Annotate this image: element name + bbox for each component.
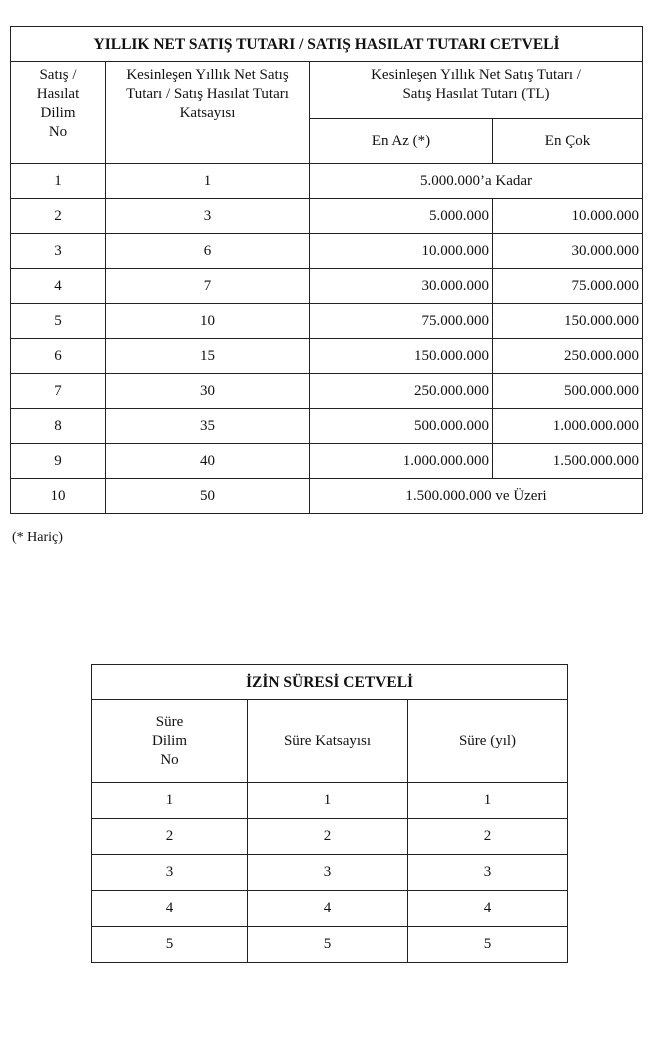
coefficient-cell: 3 <box>248 855 408 891</box>
slice-no-cell: 7 <box>11 374 106 409</box>
header-line: No <box>160 751 179 768</box>
coefficient-cell: 30 <box>106 374 310 409</box>
max-amount-cell: 10.000.000 <box>493 199 643 234</box>
min-amount-cell: 250.000.000 <box>310 374 493 409</box>
max-amount-cell: 500.000.000 <box>493 374 643 409</box>
min-amount-cell: 1.000.000.000 <box>310 444 493 479</box>
coefficient-cell: 35 <box>106 409 310 444</box>
header-line: Hasılat <box>36 86 80 102</box>
years-cell: 4 <box>408 891 568 927</box>
slice-no-cell: 8 <box>11 409 106 444</box>
header-line: Kesinleşen Yıllık Net Satış <box>126 67 289 83</box>
table-row <box>92 783 568 819</box>
header-line: Süre <box>155 713 184 730</box>
header-line: Katsayısı <box>179 105 236 121</box>
table1-title: YILLIK NET SATIŞ TUTARI / SATIŞ HASILAT TUTARI CETVELİ <box>11 27 643 62</box>
amount-range-cell: 5.000.000’a Kadar <box>310 164 643 199</box>
header-line: Satış Hasılat Tutarı (TL) <box>402 86 550 102</box>
coefficient-cell: 2 <box>248 819 408 855</box>
coefficient-cell: 4 <box>248 891 408 927</box>
header-line: Dilim <box>40 105 76 121</box>
footnote: (* Hariç) <box>12 530 63 545</box>
coefficient-cell: 40 <box>106 444 310 479</box>
table-row <box>11 339 643 374</box>
table-row <box>11 199 643 234</box>
coefficient-cell: 50 <box>106 479 310 514</box>
table-row <box>11 479 643 514</box>
table2-header-years: Süre (yıl) <box>408 700 568 783</box>
coefficient-cell: 7 <box>106 269 310 304</box>
slice-no-cell: 9 <box>11 444 106 479</box>
years-cell: 5 <box>408 927 568 963</box>
max-amount-cell: 250.000.000 <box>493 339 643 374</box>
table1-header-amount <box>310 62 643 119</box>
min-amount-cell: 30.000.000 <box>310 269 493 304</box>
table1-header-slice-no <box>11 62 106 164</box>
permit-duration-table <box>91 664 568 963</box>
coefficient-cell: 3 <box>106 199 310 234</box>
min-amount-cell: 75.000.000 <box>310 304 493 339</box>
header-line: Satış / <box>39 67 77 83</box>
header-line: Kesinleşen Yıllık Net Satış Tutarı / <box>371 67 581 83</box>
slice-no-cell: 10 <box>11 479 106 514</box>
max-amount-cell: 30.000.000 <box>493 234 643 269</box>
table-row <box>92 855 568 891</box>
table1-header-max: En Çok <box>493 119 643 164</box>
header-line: Dilim <box>151 732 187 749</box>
max-amount-cell: 1.500.000.000 <box>493 444 643 479</box>
table2-header-slice-no <box>92 700 248 783</box>
min-amount-cell: 10.000.000 <box>310 234 493 269</box>
coefficient-cell: 5 <box>248 927 408 963</box>
min-amount-cell: 500.000.000 <box>310 409 493 444</box>
slice-no-cell: 4 <box>92 891 248 927</box>
years-cell: 2 <box>408 819 568 855</box>
table-row <box>11 304 643 339</box>
slice-no-cell: 5 <box>92 927 248 963</box>
min-amount-cell: 5.000.000 <box>310 199 493 234</box>
slice-no-cell: 4 <box>11 269 106 304</box>
slice-no-cell: 5 <box>11 304 106 339</box>
slice-no-cell: 1 <box>92 783 248 819</box>
table-row <box>11 164 643 199</box>
header-line: Tutarı / Satış Hasılat Tutarı <box>126 86 289 102</box>
table-row <box>11 409 643 444</box>
coefficient-cell: 6 <box>106 234 310 269</box>
table-row <box>11 269 643 304</box>
table-row <box>92 891 568 927</box>
slice-no-cell: 3 <box>92 855 248 891</box>
years-cell: 3 <box>408 855 568 891</box>
table2-header-coefficient: Süre Katsayısı <box>248 700 408 783</box>
coefficient-cell: 15 <box>106 339 310 374</box>
slice-no-cell: 2 <box>92 819 248 855</box>
table1-header-min: En Az (*) <box>310 119 493 164</box>
max-amount-cell: 150.000.000 <box>493 304 643 339</box>
slice-no-cell: 6 <box>11 339 106 374</box>
sales-revenue-table <box>10 26 643 514</box>
coefficient-cell: 1 <box>248 783 408 819</box>
min-amount-cell: 150.000.000 <box>310 339 493 374</box>
years-cell: 1 <box>408 783 568 819</box>
coefficient-cell: 10 <box>106 304 310 339</box>
slice-no-cell: 2 <box>11 199 106 234</box>
max-amount-cell: 75.000.000 <box>493 269 643 304</box>
table-row <box>92 927 568 963</box>
coefficient-cell: 1 <box>106 164 310 199</box>
slice-no-cell: 1 <box>11 164 106 199</box>
slice-no-cell: 3 <box>11 234 106 269</box>
table2-title: İZİN SÜRESİ CETVELİ <box>92 665 568 700</box>
table-row <box>11 234 643 269</box>
table-row <box>11 444 643 479</box>
header-line: No <box>48 124 68 140</box>
table-row <box>92 819 568 855</box>
max-amount-cell: 1.000.000.000 <box>493 409 643 444</box>
amount-range-cell: 1.500.000.000 ve Üzeri <box>310 479 643 514</box>
table-row <box>11 374 643 409</box>
table1-header-coefficient <box>106 62 310 164</box>
